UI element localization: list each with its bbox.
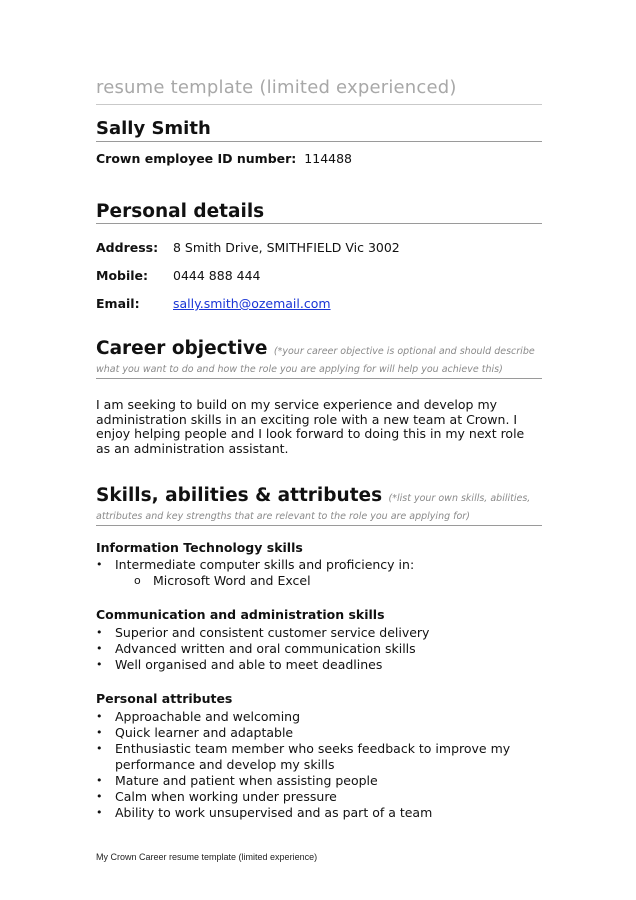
bullet-icon: •: [96, 742, 103, 755]
list-item: • Approachable and welcoming: [96, 709, 301, 724]
list-item: • Well organised and able to meet deadlines: [96, 657, 383, 672]
mobile-label: Mobile:: [96, 268, 149, 283]
personal-attributes-heading: Personal attributes: [96, 691, 233, 706]
skills-note: (*list your own skills, abilities, attributes and key strengths that are relevant to the role you are applying for): [96, 493, 531, 522]
employee-id-label: Crown employee ID number:: [96, 151, 297, 166]
bullet-icon: •: [96, 626, 103, 639]
list-item: • Advanced written and oral communication skills: [96, 641, 416, 656]
list-item: o Microsoft Word and Excel: [134, 573, 311, 588]
career-objective-note: (*your career objective is optional and should describe what you want to do and how the role you are applying for will help you achieve this): [96, 346, 535, 375]
email-link[interactable]: sally.smith@ozemail.com: [173, 296, 331, 311]
personal-details-heading: Personal details: [96, 201, 542, 224]
list-item: • Enthusiastic team member who seeks feedback to improve my performance and develop my skills: [96, 741, 511, 772]
bullet-icon: •: [96, 558, 103, 571]
communication-skills-list: [96, 625, 542, 673]
page-footer: My Crown Career resume template (limited experience): [96, 852, 318, 862]
skills-heading: [96, 487, 542, 526]
candidate-name: Sally Smith: [96, 119, 542, 142]
email-row: [96, 296, 331, 311]
bullet-icon: •: [96, 642, 103, 655]
communication-skills-heading: Communication and administration skills: [96, 607, 385, 622]
address-label: Address:: [96, 240, 159, 255]
it-skills-heading: Information Technology skills: [96, 540, 303, 555]
list-item: • Superior and consistent customer service delivery: [96, 625, 430, 640]
list-item: • Quick learner and adaptable: [96, 725, 294, 740]
bullet-icon: •: [96, 658, 103, 671]
bullet-icon: •: [96, 710, 103, 723]
bullet-icon: •: [96, 774, 103, 787]
skills-title: Skills, abilities & attributes: [96, 485, 383, 506]
career-objective-title: Career objective: [96, 338, 268, 359]
list-item: • Intermediate computer skills and proficiency in:: [96, 557, 415, 572]
list-item: • Mature and patient when assisting people: [96, 773, 378, 788]
career-objective-text: I am seeking to build on my service experience and develop my administration skills in an exciting role with a new team at Crown. I enjoy helping people and I look forward to doing this in my next role as an administration assistant.: [96, 397, 525, 456]
career-objective-heading: [96, 340, 542, 379]
personal-attributes-list: [96, 709, 542, 821]
hollow-bullet-icon: o: [134, 574, 141, 587]
employee-id-row: [96, 151, 352, 166]
bullet-icon: •: [96, 806, 103, 819]
address-row: [96, 240, 400, 255]
document-title: resume template (limited experienced): [96, 78, 542, 105]
bullet-icon: •: [96, 726, 103, 739]
list-item: • Ability to work unsupervised and as part of a team: [96, 805, 433, 820]
mobile-value: 0444 888 444: [173, 268, 261, 283]
employee-id-value: 114488: [304, 151, 353, 166]
bullet-icon: •: [96, 790, 103, 803]
email-label: Email:: [96, 296, 140, 311]
mobile-row: [96, 268, 260, 283]
it-skills-list: [96, 557, 542, 589]
address-value: 8 Smith Drive, SMITHFIELD Vic 3002: [173, 240, 400, 255]
list-item: • Calm when working under pressure: [96, 789, 337, 804]
